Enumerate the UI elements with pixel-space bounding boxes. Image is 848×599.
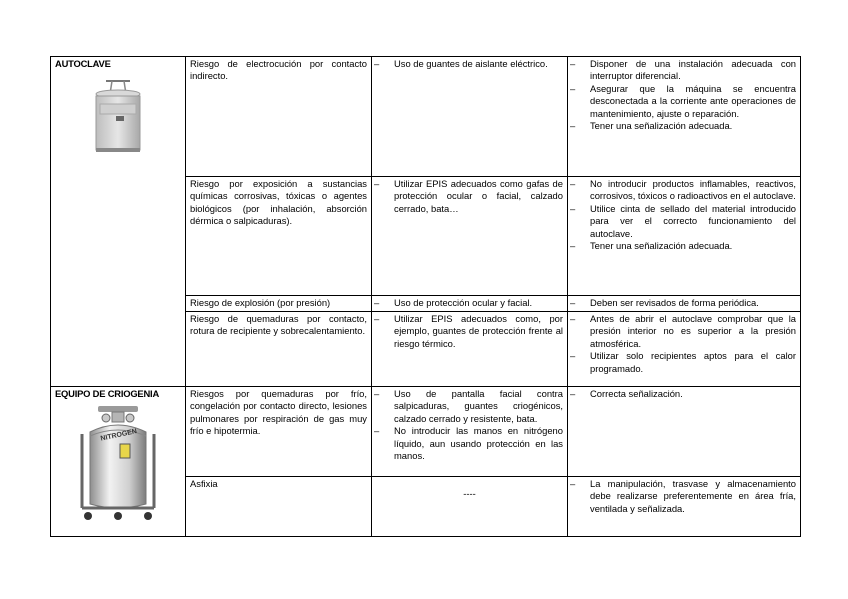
protection-item: – Uso de guantes de aislante eléctrico. bbox=[376, 58, 563, 70]
autoclave-image bbox=[88, 78, 148, 154]
prevention-item: – Asegurar que la máquina se encuentra desconectada a la corriente ante operaciones de mantenimiento, ajuste o reparación. bbox=[572, 83, 796, 120]
prevention-item: – Utilice cinta de sellado del material introducido para ver el correcto funcionamiento del autoclave. bbox=[572, 203, 796, 240]
risk-table bbox=[50, 56, 801, 537]
equipment-cell-cryogenics bbox=[51, 387, 186, 537]
risk-cell: Riesgo de quemaduras por contacto, rotura de recipiente y sobrecalentamiento. bbox=[186, 312, 372, 387]
protection-cell bbox=[372, 296, 568, 312]
prevention-item: – Utilizar solo recipientes aptos para el calor programado. bbox=[572, 350, 796, 375]
prevention-cell bbox=[568, 387, 801, 477]
equipment-name: AUTOCLAVE bbox=[55, 58, 111, 69]
protection-item: – Uso de pantalla facial contra salpicaduras, guantes criogénicos, calzado cerrado y resistente, bata. bbox=[376, 388, 563, 425]
prevention-cell bbox=[568, 477, 801, 537]
risk-cell: Riesgo de electrocución por contacto indirecto. bbox=[186, 57, 372, 177]
prevention-item: – No introducir productos inflamables, reactivos, corrosivos, tóxicos o radioactivos en el autoclave. bbox=[572, 178, 796, 203]
table-row bbox=[51, 57, 801, 177]
equipment-cell-autoclave bbox=[51, 57, 186, 387]
protection-item: – No introducir las manos en nitrógeno líquido, aun usando protección en las manos. bbox=[376, 425, 563, 462]
protection-cell bbox=[372, 477, 568, 537]
equipment-name: EQUIPO DE CRIOGENIA bbox=[55, 388, 160, 399]
risk-cell: Riesgos por quemaduras por frío, congelación por contacto directo, lesiones pulmonares por respiración de gas muy frío e hipotermia. bbox=[186, 387, 372, 477]
prevention-item: – La manipulación, trasvase y almacenamiento debe realizarse preferentemente en área fría, ventilada y señalizada. bbox=[572, 478, 796, 515]
prevention-cell bbox=[568, 57, 801, 177]
protection-cell bbox=[372, 312, 568, 387]
protection-item: – Utilizar EPIS adecuados como gafas de protección ocular o facial, calzado cerrado, bata… bbox=[376, 178, 563, 215]
prevention-item: – Deben ser revisados de forma periódica. bbox=[572, 297, 796, 309]
protection-item: – Utilizar EPIS adecuados como, por ejemplo, guantes de protección frente al riesgo térmico. bbox=[376, 313, 563, 350]
prevention-item: – Disponer de una instalación adecuada con interruptor diferencial. bbox=[572, 58, 796, 83]
protection-cell bbox=[372, 177, 568, 296]
table-row bbox=[51, 387, 801, 477]
protection-item: – Uso de protección ocular y facial. bbox=[376, 297, 563, 309]
protection-cell bbox=[372, 387, 568, 477]
prevention-item: – Tener una señalización adecuada. bbox=[572, 120, 796, 132]
nitrogen-dewar-image bbox=[76, 404, 160, 522]
prevention-cell bbox=[568, 296, 801, 312]
risk-cell: Riesgo de explosión (por presión) bbox=[186, 296, 372, 312]
prevention-cell bbox=[568, 177, 801, 296]
dewar-label-text: NITROGEN bbox=[99, 428, 138, 444]
prevention-item: – Tener una señalización adecuada. bbox=[572, 240, 796, 252]
protection-placeholder: ---- bbox=[463, 488, 476, 499]
prevention-cell bbox=[568, 312, 801, 387]
risk-cell: Asfixia bbox=[186, 477, 372, 537]
prevention-item: – Correcta señalización. bbox=[572, 388, 796, 400]
prevention-item: – Antes de abrir el autoclave comprobar que la presión interior no es superior a la presión atmosférica. bbox=[572, 313, 796, 350]
protection-cell bbox=[372, 57, 568, 177]
risk-cell: Riesgo por exposición a sustancias químicas corrosivas, tóxicas o agentes biológicos (por inhalación, absorción dérmica o salpicaduras). bbox=[186, 177, 372, 296]
